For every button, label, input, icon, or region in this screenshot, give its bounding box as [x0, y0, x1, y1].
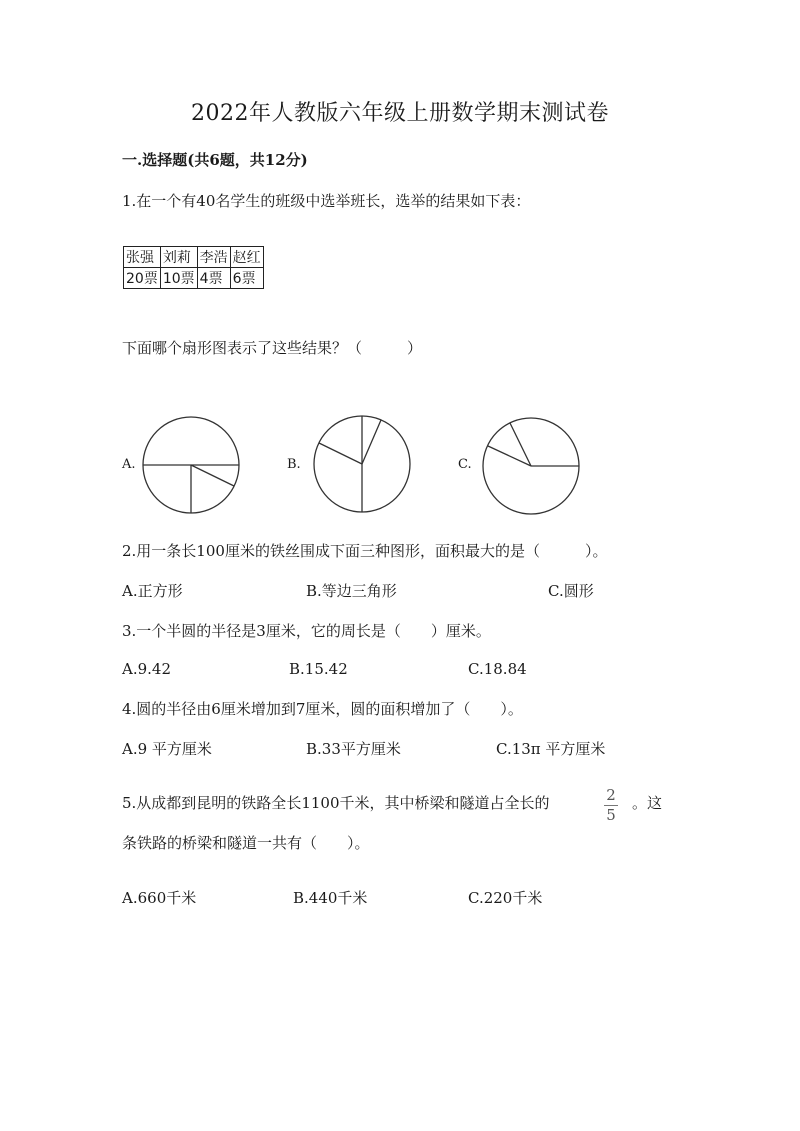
section-heading: 一.选择题(共6题，共12分) — [122, 151, 308, 169]
option-b-label: B. — [287, 457, 301, 472]
option-c: C.圆形 — [548, 582, 594, 600]
option-a-label: A. — [122, 457, 136, 472]
fraction-two-fifths — [604, 788, 618, 823]
question-1-prompt: 下面哪个扇形图表示了这些结果？（ ） — [122, 339, 423, 357]
table-cell: 刘莉 — [160, 247, 197, 268]
option-c: C.13π 平方厘米 — [496, 740, 606, 758]
option-c: C.18.84 — [468, 660, 527, 678]
table-cell: 10票 — [160, 268, 197, 289]
vote-table — [123, 246, 264, 289]
table-cell: 6票 — [230, 268, 263, 289]
question-4-text: 4.圆的半径由6厘米增加到7厘米，圆的面积增加了（ ）。 — [122, 700, 523, 718]
question-5-text-tail: 。这 — [632, 794, 663, 812]
question-2-text: 2.用一条长100厘米的铁丝围成下面三种图形，面积最大的是（ ）。 — [122, 542, 608, 560]
page-title: 2022年人教版六年级上册数学期末测试卷 — [191, 101, 609, 126]
fraction-numerator: 2 — [606, 786, 616, 804]
question-5-text-line2: 条铁路的桥梁和隧道一共有（ ）。 — [122, 834, 370, 852]
option-a: A.9.42 — [122, 660, 171, 678]
question-1-text: 1.在一个有40名学生的班级中选举班长，选举的结果如下表： — [122, 192, 531, 210]
option-b: B.440千米 — [293, 889, 368, 907]
option-a: A.正方形 — [122, 582, 183, 600]
table-cell: 4票 — [197, 268, 230, 289]
table-cell: 20票 — [124, 268, 161, 289]
option-b: B.等边三角形 — [306, 582, 397, 600]
vote-table-votes-row — [124, 268, 264, 289]
option-a: A.660千米 — [122, 889, 197, 907]
fraction-denominator: 5 — [606, 806, 616, 824]
option-a: A.9 平方厘米 — [122, 740, 212, 758]
vote-table-names-row — [124, 247, 264, 268]
question-3-text: 3.一个半圆的半径是3厘米，它的周长是（ ）厘米。 — [122, 622, 491, 640]
option-b: B.33平方厘米 — [306, 740, 401, 758]
table-cell: 张强 — [124, 247, 161, 268]
pie-chart-option-a — [140, 414, 242, 516]
option-c-label: C. — [458, 457, 472, 472]
option-b: B.15.42 — [289, 660, 348, 678]
option-c: C.220千米 — [468, 889, 543, 907]
table-cell: 赵红 — [230, 247, 263, 268]
question-5-text: 5.从成都到昆明的铁路全长1100千米，其中桥梁和隧道占全长的 — [122, 794, 550, 812]
pie-chart-option-b — [311, 413, 413, 515]
table-cell: 李浩 — [197, 247, 230, 268]
pie-chart-option-c — [480, 415, 582, 517]
